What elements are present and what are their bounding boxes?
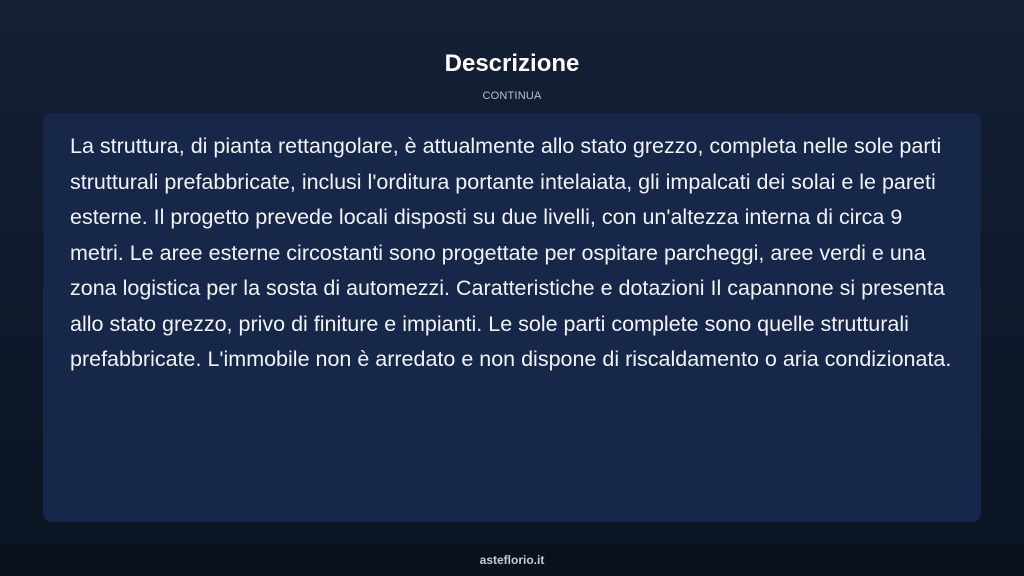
page-subtitle: CONTINUA (482, 90, 542, 102)
page-title: Descrizione (444, 50, 580, 77)
description-text: La struttura, di pianta rettangolare, è attualmente allo stato grezzo, completa nelle sole parti strutturali prefabbricate, inclusi l'orditura portante intelaiata, gli impalcati dei solai e le pareti esterne. Il progetto prevede locali disposti su due livelli, con un'altezza interna di circa 9 metri. Le aree esterne circostanti sono progettate per ospitare parcheggi, aree verdi e una zona logistica per la sosta di automezzi. Caratteristiche e dotazioni Il capannone si presenta allo stato grezzo, privo di finiture e impianti. Le sole parti complete sono quelle strutturali prefabbricate. L'immobile non è arredato e non dispone di riscaldamento o aria condizionata. (70, 134, 952, 371)
footer-bar (0, 544, 1024, 576)
description-card (43, 113, 981, 522)
footer-site-label: asteflorio.it (479, 553, 545, 567)
